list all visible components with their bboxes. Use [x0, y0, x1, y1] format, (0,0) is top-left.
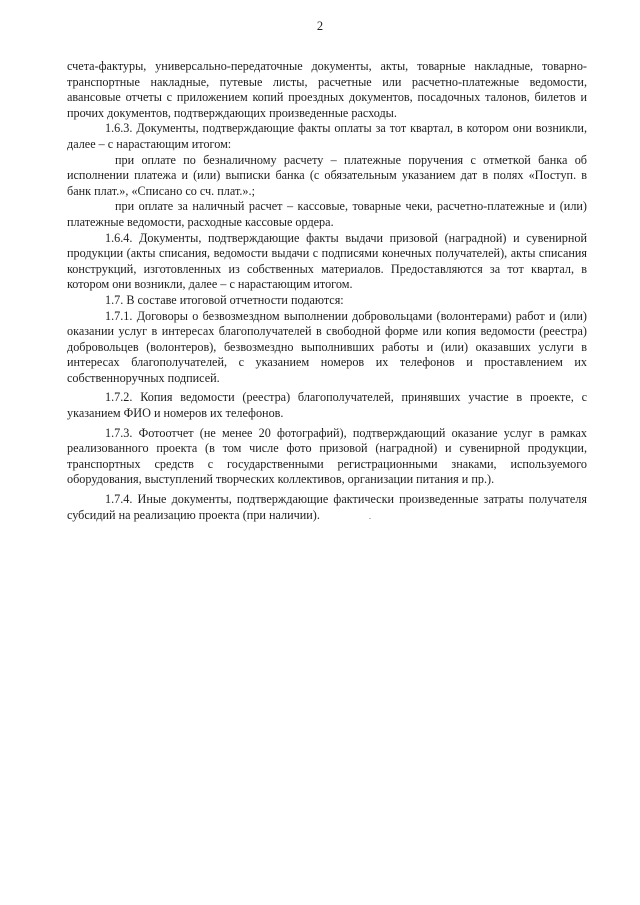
paragraph-1-6-4: 1.6.4. Документы, подтверждающие факты выдачи призовой (наградной) и сувенирной продукции (акты списания, ведомости выдачи с подписями конечных получателей), акты списания конструкций, изготовленных из собственных материалов. Предоставляются за тот квартал, в котором они возникли, далее – с нарастающим итогом.: [67, 230, 587, 292]
scan-speck: [369, 518, 371, 519]
paragraph-1-7: 1.7. В составе итоговой отчетности подаются:: [105, 292, 344, 307]
paragraph-cash-payment: при оплате за наличный расчет – кассовые, товарные чеки, расчетно-платежные и (или) платежные ведомости, расходные кассовые ордера.: [67, 199, 587, 229]
paragraph-1-7-1: 1.7.1. Договоры о безвозмездном выполнении добровольцами (волонтерами) работ и (или) оказании услуг в интересах благополучателей в свободной форме или копия ведомости (реестра) добровольцев (волонтеров), безвозмездно выполнивших работы и (или) оказавших услуги в интересах благополучателей, с указанием номеров их телефонов и проставлением их собственноручных подписей.: [67, 308, 587, 385]
paragraph-1-7-4: 1.7.4. Иные документы, подтверждающие фактически произведенные затраты получателя субсидий на реализацию проекта (при наличии).: [67, 492, 587, 522]
paragraph-1-7-3: 1.7.3. Фотоотчет (не менее 20 фотографий), подтверждающий оказание услуг в рамках реализованного проекта (в том числе фото призовой (наградной) и сувенирной продукции, транспортных средств с государственными регистрационными знаками, используемого оборудования, выступлений творческих коллективов, организации питания и пр.).: [67, 425, 587, 487]
paragraph-1-7-2: 1.7.2. Копия ведомости (реестра) благополучателей, принявших участие в проекте, с указанием ФИО и номеров их телефонов.: [67, 390, 587, 421]
page-number: 2: [316, 19, 324, 33]
paragraph-cashless-payment: при оплате по безналичному расчету – платежные поручения с отметкой банка об исполнении платежа и (или) выписки банка (с обязательным указанием дат в полях «Поступ. в банк плат.», «Списано со сч. плат.».;: [67, 152, 587, 198]
paragraph-1-6-3: 1.6.3. Документы, подтверждающие факты оплаты за тот квартал, в котором они возникли, далее – с нарастающим итогом:: [67, 121, 587, 151]
document-body: [67, 59, 587, 523]
paragraph-expense-docs-continued: счета-фактуры, универсально-передаточные документы, акты, товарные накладные, товарно-транспортные накладные, путевые листы, расчетные или расчетно-платежные ведомости, авансовые отчеты с приложением копий проездных документов, посадочных талонов, билетов и прочих документов, подтверждающих произведенные расходы.: [67, 59, 587, 120]
